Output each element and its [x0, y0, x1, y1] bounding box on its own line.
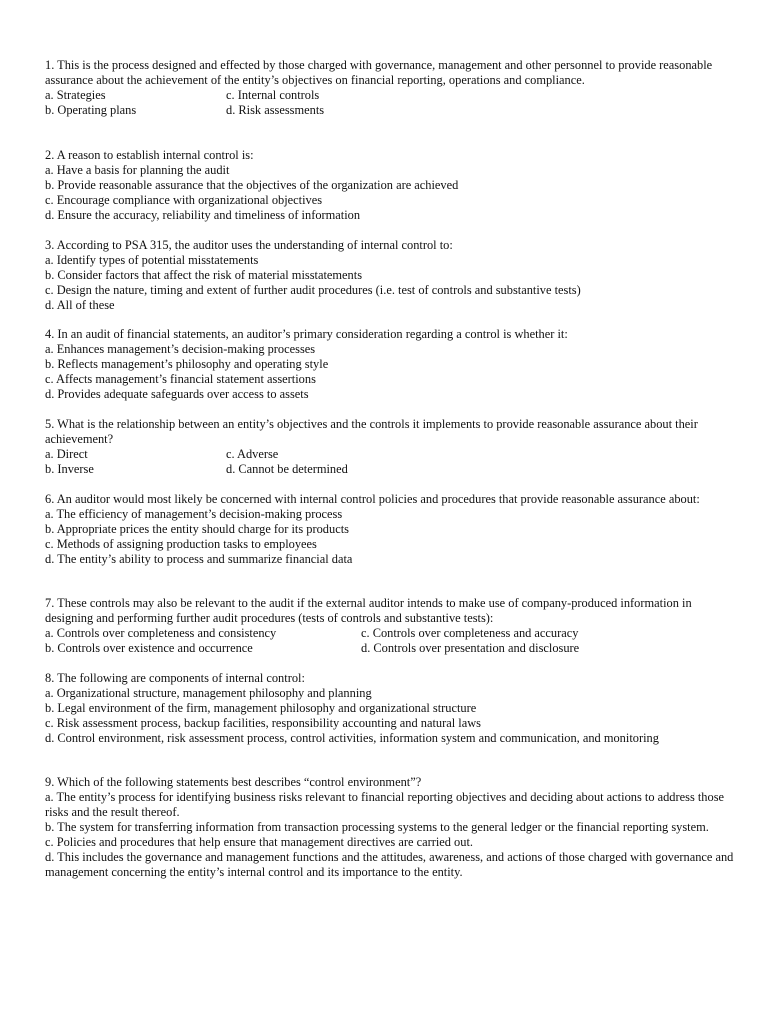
question-stem: 9. Which of the following statements best describes “control environment”?: [45, 775, 422, 789]
choice-row: [45, 447, 735, 462]
question-8: [45, 671, 735, 746]
choice-row: [45, 641, 735, 656]
choice-b: b. Legal environment of the firm, management philosophy and organizational structure: [45, 701, 477, 715]
choice-b: b. Appropriate prices the entity should charge for its products: [45, 522, 349, 536]
question-9: [45, 775, 735, 880]
choice-c: c. Internal controls: [226, 88, 320, 102]
choice-d: d. This includes the governance and management functions and the attitudes, awareness, and actions of those charged with governance and management concerning the entity’s internal control and its importance to the entity.: [45, 850, 734, 879]
choice-row: [45, 462, 735, 477]
choice-b: b. Operating plans: [45, 103, 137, 117]
question-stem: 7. These controls may also be relevant to the audit if the external auditor intends to make use of company-produced information in designing and performing further audit procedures (tests of controls and substantive tests):: [45, 596, 692, 625]
choice-row: [45, 88, 735, 103]
question-2: [45, 148, 735, 223]
choice-a: a. Organizational structure, management philosophy and planning: [45, 686, 372, 700]
choice-c: c. Adverse: [226, 447, 279, 461]
choice-a: a. The entity’s process for identifying business risks relevant to financial reporting objectives and deciding about actions to address those risks and the result thereof.: [45, 790, 725, 819]
choice-c: c. Risk assessment process, backup facilities, responsibility accounting and natural laws: [45, 716, 481, 730]
choice-c: c. Design the nature, timing and extent of further audit procedures (i.e. test of controls and substantive tests): [45, 283, 581, 297]
question-1: [45, 58, 735, 118]
choice-c: c. Affects management’s financial statement assertions: [45, 372, 316, 386]
question-stem: 6. An auditor would most likely be concerned with internal control policies and procedures that provide reasonable assurance about:: [45, 492, 700, 506]
choice-b: b. Reflects management’s philosophy and operating style: [45, 357, 329, 371]
choice-a: a. Identify types of potential misstatements: [45, 253, 259, 267]
choice-b: b. Inverse: [45, 462, 94, 476]
choice-d: d. Control environment, risk assessment process, control activities, information system and communication, and monitoring: [45, 731, 659, 745]
choice-c: c. Methods of assigning production tasks to employees: [45, 537, 317, 551]
choice-a: a. Strategies: [45, 88, 106, 102]
choice-d: d. Risk assessments: [226, 103, 325, 117]
choice-a: a. Have a basis for planning the audit: [45, 163, 230, 177]
choice-row: [45, 103, 735, 118]
question-stem: 5. What is the relationship between an entity’s objectives and the controls it implements to provide reasonable assurance about their achievement?: [45, 417, 698, 446]
question-3: [45, 238, 735, 313]
choice-b: b. Provide reasonable assurance that the objectives of the organization are achieved: [45, 178, 459, 192]
choice-a: a. The efficiency of management’s decision-making process: [45, 507, 343, 521]
choice-d: d. The entity’s ability to process and summarize financial data: [45, 552, 353, 566]
choice-row: [45, 626, 735, 641]
choice-b: b. Consider factors that affect the risk of material misstatements: [45, 268, 363, 282]
choice-a: a. Controls over completeness and consistency: [45, 626, 277, 640]
choice-d: d. Ensure the accuracy, reliability and timeliness of information: [45, 208, 361, 222]
choice-b: b. The system for transferring information from transaction processing systems to the general ledger or the financial reporting system.: [45, 820, 709, 834]
question-6: [45, 492, 735, 567]
question-stem: 8. The following are components of internal control:: [45, 671, 305, 685]
choice-d: d. All of these: [45, 298, 115, 312]
choice-c: c. Controls over completeness and accuracy: [361, 626, 579, 640]
choice-a: a. Direct: [45, 447, 88, 461]
question-4: [45, 327, 735, 402]
question-stem: 4. In an audit of financial statements, an auditor’s primary consideration regarding a control is whether it:: [45, 327, 568, 341]
choice-d: d. Provides adequate safeguards over access to assets: [45, 387, 309, 401]
question-5: [45, 417, 735, 477]
choice-d: d. Controls over presentation and disclosure: [361, 641, 580, 655]
choice-c: c. Encourage compliance with organizational objectives: [45, 193, 323, 207]
choice-b: b. Controls over existence and occurrence: [45, 641, 253, 655]
question-stem: 2. A reason to establish internal control is:: [45, 148, 254, 162]
choice-a: a. Enhances management’s decision-making processes: [45, 342, 316, 356]
question-7: [45, 596, 735, 656]
choice-c: c. Policies and procedures that help ensure that management directives are carried out.: [45, 835, 473, 849]
choice-d: d. Cannot be determined: [226, 462, 348, 476]
question-stem: 3. According to PSA 315, the auditor uses the understanding of internal control to:: [45, 238, 453, 252]
question-stem: 1. This is the process designed and effected by those charged with governance, management and other personnel to provide reasonable assurance about the achievement of the entity’s objectives on financial reporting, operations and compliance.: [45, 58, 713, 87]
